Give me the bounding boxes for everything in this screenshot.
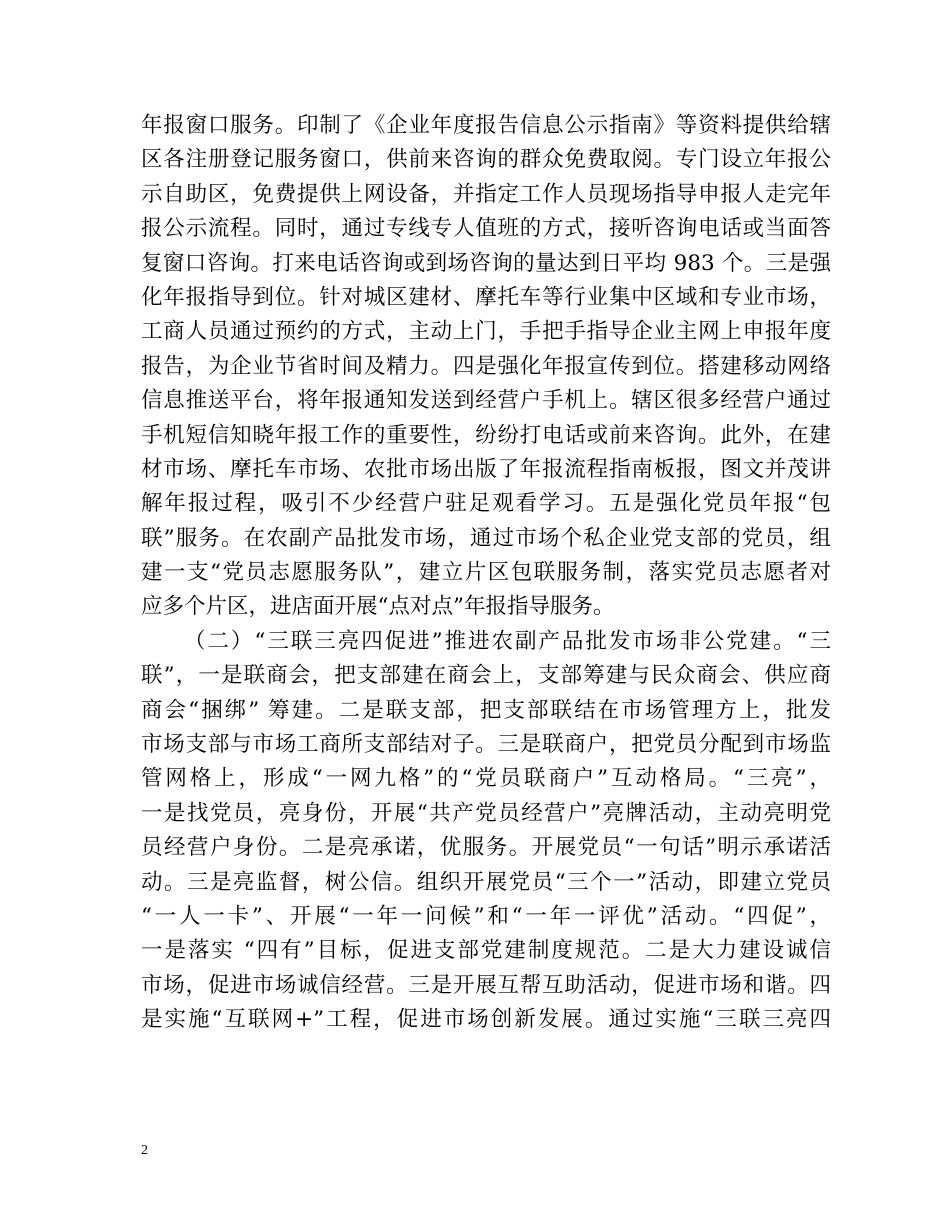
text-line: 一是落实 “四有”目标，促进支部党建制度规范。二是大力建设诚信 bbox=[141, 938, 831, 964]
page-number: 2 bbox=[141, 1143, 148, 1158]
text-line: 应多个片区，进店面开展“点对点”年报指导服务。 bbox=[141, 594, 615, 620]
text-line: 联”，一是联商会，把支部建在商会上，支部筹建与民众商会、供应商 bbox=[141, 663, 831, 689]
text-line: 年报窗口服务。印制了《企业年度报告信息公示指南》等资料提供给辖 bbox=[141, 113, 831, 138]
text-line: 示自助区，免费提供上网设备，并指定工作人员现场指导申报人走完年 bbox=[141, 181, 831, 207]
text-line: 联”服务。在农副产品批发市场，通过市场个私企业党支部的党员，组 bbox=[141, 525, 831, 551]
paragraph-annual-report bbox=[141, 109, 831, 625]
text-line: 商会“捆绑” 筹建。二是联支部，把支部联结在市场管理方上，批发 bbox=[141, 697, 831, 723]
text-line: 是实施“互联网+”工程，促进市场创新发展。通过实施“三联三亮四 bbox=[141, 1007, 831, 1033]
text-line: 复窗口咨询。打来电话咨询或到场咨询的量达到日平均 983 个。三是强 bbox=[141, 250, 831, 276]
paragraph-party-building bbox=[141, 625, 831, 1038]
text-line: 市场支部与市场工商所支部结对子。三是联商户，把党员分配到市场监 bbox=[141, 732, 831, 758]
text-line: 信息推送平台，将年报通知发送到经营户手机上。辖区很多经营户通过 bbox=[141, 388, 831, 414]
text-line: “一人一卡”、开展“一年一问候”和“一年一评优”活动。“四促”， bbox=[141, 903, 831, 929]
text-line: 手机短信知晓年报工作的重要性，纷纷打电话或前来咨询。此外，在建 bbox=[141, 422, 831, 448]
text-line: 一是找党员，亮身份，开展“共产党员经营户”亮牌活动，主动亮明党 bbox=[141, 800, 831, 826]
text-line: 区各注册登记服务窗口，供前来咨询的群众免费取阅。专门设立年报公 bbox=[141, 147, 831, 173]
text-line: 员经营户身份。二是亮承诺，优服务。开展党员“一句话”明示承诺活 bbox=[141, 835, 831, 861]
text-line: 管网格上，形成“一网九格”的“党员联商户”互动格局。“三亮”， bbox=[141, 766, 831, 792]
text-line: 工商人员通过预约的方式，主动上门，手把手指导企业主网上申报年度 bbox=[141, 319, 831, 345]
document-body bbox=[141, 109, 831, 1038]
text-line: 化年报指导到位。针对城区建材、摩托车等行业集中区域和专业市场， bbox=[141, 284, 831, 310]
text-line: 材市场、摩托车市场、农批市场出版了年报流程指南板报，图文并茂讲 bbox=[141, 456, 831, 482]
text-line: （二）“三联三亮四促进”推进农副产品批发市场非公党建。“三 bbox=[184, 628, 831, 654]
text-line: 市场，促进市场诚信经营。三是开展互帮互助活动，促进市场和谐。四 bbox=[141, 972, 831, 998]
text-line: 报公示流程。同时，通过专线专人值班的方式，接听咨询电话或当面答 bbox=[141, 216, 831, 242]
text-line: 动。三是亮监督，树公信。组织开展党员“三个一”活动，即建立党员 bbox=[141, 869, 831, 895]
text-line: 建一支“党员志愿服务队”，建立片区包联服务制，落实党员志愿者对 bbox=[141, 560, 831, 586]
text-line: 解年报过程，吸引不少经营户驻足观看学习。五是强化党员年报“包 bbox=[141, 491, 831, 517]
text-line: 报告，为企业节省时间及精力。四是强化年报宣传到位。搭建移动网络 bbox=[141, 353, 831, 379]
